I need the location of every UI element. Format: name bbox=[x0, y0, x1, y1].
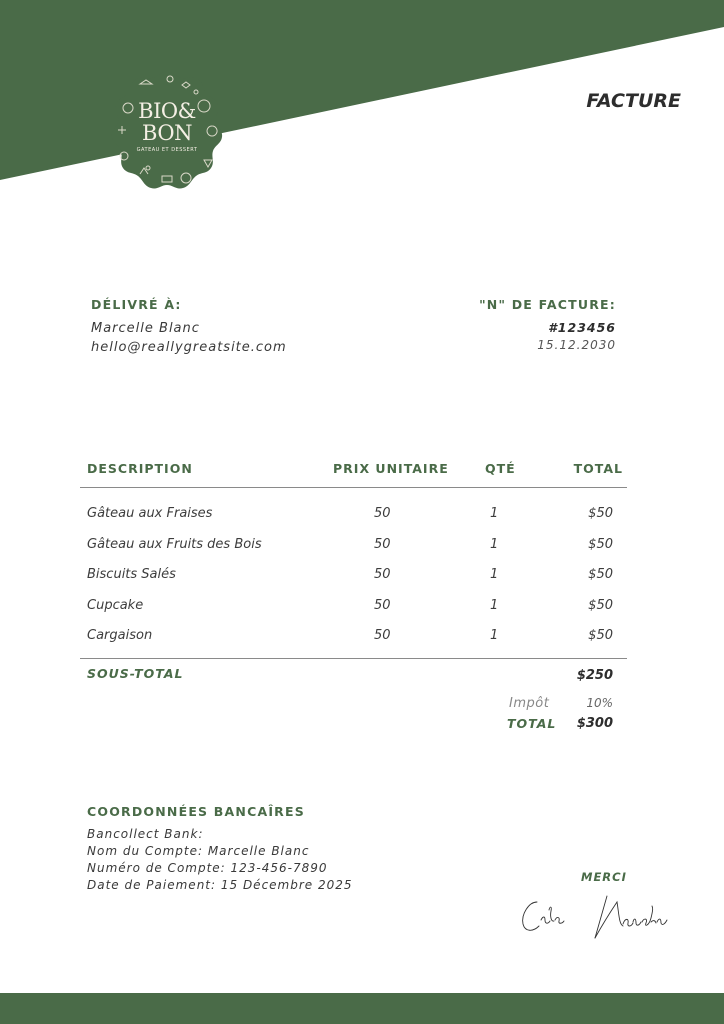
table-row bbox=[80, 506, 627, 536]
item-qty: 1 bbox=[490, 506, 499, 521]
item-qty: 1 bbox=[490, 598, 499, 613]
table-row bbox=[80, 537, 627, 567]
item-unit-price: 50 bbox=[374, 598, 391, 613]
client-name: Marcelle Blanc bbox=[91, 321, 200, 336]
item-qty: 1 bbox=[490, 628, 499, 643]
bill-to-label: DÉLIVRÉ À: bbox=[91, 297, 182, 312]
signature-name: Célia Naudin bbox=[515, 880, 522, 881]
bank-details-section bbox=[87, 804, 407, 894]
totals-summary bbox=[80, 666, 627, 746]
client-email: hello@reallygreatsite.com bbox=[91, 340, 287, 355]
item-total: $50 bbox=[588, 537, 613, 552]
thank-you-text: MERCI bbox=[581, 870, 627, 884]
table-row bbox=[80, 567, 627, 597]
item-description: Biscuits Salés bbox=[87, 567, 176, 582]
table-row bbox=[80, 628, 627, 658]
invoice-date: 15.12.2030 bbox=[537, 338, 616, 352]
invoice-info-section bbox=[396, 297, 616, 354]
invoice-number: #123456 bbox=[548, 320, 616, 335]
item-qty: 1 bbox=[490, 567, 499, 582]
table-header-divider bbox=[80, 487, 627, 488]
subtotal-value: $250 bbox=[576, 668, 613, 683]
subtotal-label: SOUS-TOTAL bbox=[87, 666, 184, 681]
header-description: DESCRIPTION bbox=[87, 461, 193, 476]
item-unit-price: 50 bbox=[374, 537, 391, 552]
header-total: TOTAL bbox=[573, 461, 623, 476]
item-unit-price: 50 bbox=[374, 567, 391, 582]
tax-value: 10% bbox=[586, 696, 613, 710]
grand-total-value: $300 bbox=[576, 716, 613, 731]
logo-wordmark-line1: BIO& bbox=[138, 99, 196, 123]
header-unit-price: PRIX UNITAIRE bbox=[333, 461, 449, 476]
item-total: $50 bbox=[588, 506, 613, 521]
header-qty: QTÉ bbox=[485, 461, 516, 476]
item-unit-price: 50 bbox=[374, 628, 391, 643]
item-total: $50 bbox=[588, 628, 613, 643]
item-description: Gâteau aux Fruits des Bois bbox=[87, 537, 262, 552]
table-row bbox=[80, 598, 627, 628]
bank-name: Bancollect Bank: bbox=[87, 827, 204, 841]
table-footer-divider bbox=[80, 658, 627, 659]
item-unit-price: 50 bbox=[374, 506, 391, 521]
item-description: Cargaison bbox=[87, 628, 153, 643]
signature bbox=[515, 880, 675, 950]
item-total: $50 bbox=[588, 567, 613, 582]
item-description: Gâteau aux Fraises bbox=[87, 506, 213, 521]
bank-details-label: COORDONNÉES BANCAÎRES bbox=[87, 804, 305, 819]
tax-label: Impôt bbox=[509, 696, 550, 711]
brand-logo bbox=[104, 68, 230, 194]
item-qty: 1 bbox=[490, 537, 499, 552]
bank-account-name: Nom du Compte: Marcelle Blanc bbox=[87, 844, 310, 858]
bank-account-number: Numéro de Compte: 123-456-7890 bbox=[87, 861, 328, 875]
logo-wordmark-line2: BON bbox=[142, 121, 192, 145]
payment-date: Date de Paiement: 15 Décembre 2025 bbox=[87, 878, 353, 892]
item-description: Cupcake bbox=[87, 598, 144, 613]
bill-to-section bbox=[91, 297, 351, 357]
grand-total-label: TOTAL bbox=[507, 716, 557, 731]
document-title: FACTURE bbox=[586, 90, 681, 112]
footer-green-band bbox=[0, 993, 724, 1024]
invoice-number-label: "N" DE FACTURE: bbox=[479, 297, 616, 312]
logo-tagline: GATEAU ET DESSERT bbox=[136, 147, 198, 153]
item-total: $50 bbox=[588, 598, 613, 613]
